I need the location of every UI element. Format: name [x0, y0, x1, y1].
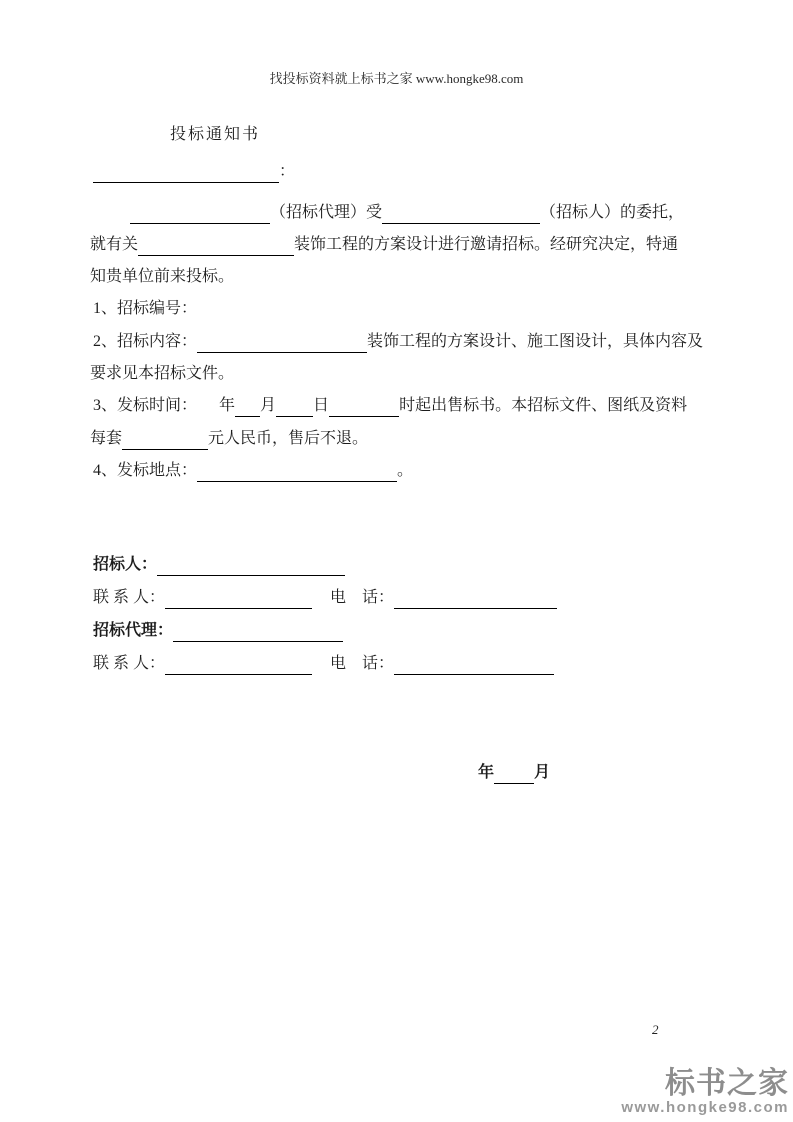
agency-line	[93, 620, 343, 644]
item4-period: 。	[397, 462, 414, 479]
item2-label: 2、招标内容：	[93, 333, 198, 350]
item-2	[93, 331, 703, 355]
phone1-label: 电 话：	[330, 589, 395, 606]
item3-day-text: 日	[313, 397, 330, 414]
indent-spacer	[92, 216, 130, 217]
watermark	[621, 1069, 789, 1116]
tenderer-label: 招标人：	[93, 556, 158, 573]
contact-line-2	[93, 653, 554, 677]
watermark-url: www.hongke98.com	[621, 1099, 789, 1116]
blank-month	[235, 398, 260, 417]
line2-prefix-text: 就有关	[90, 236, 139, 253]
paragraph-line-3: 知贵单位前来投标。	[90, 268, 235, 285]
contact2-spacer	[312, 667, 330, 668]
phone2-label: 电 话：	[330, 655, 395, 672]
contact1-label: 联 系 人：	[93, 589, 166, 606]
date-month-text: 月	[534, 764, 551, 781]
item3-cont-prefix-text: 每套	[90, 430, 123, 447]
blank-tender-content	[197, 334, 367, 353]
blank-agency	[173, 623, 343, 642]
contact-line-1	[93, 587, 557, 611]
blank-day	[276, 398, 313, 417]
blank-project-name	[138, 237, 294, 256]
item3-cont-suffix-text: 元人民币，售后不退。	[208, 430, 369, 447]
contact2-label: 联 系 人：	[93, 655, 166, 672]
item-1: 1、招标编号：	[93, 300, 198, 317]
owner-suffix-text: （招标人）的委托，	[540, 204, 685, 221]
item3-label: 3、发标时间：	[93, 397, 198, 414]
contact1-spacer	[312, 601, 330, 602]
header-slogan: 找投标资料就上标书之家 www.hongke98.com	[269, 71, 524, 86]
item-3-continued	[90, 428, 368, 452]
blank-agent-name	[130, 205, 270, 224]
blank-owner-name	[382, 205, 540, 224]
addressee-colon: ：	[279, 163, 296, 180]
blank-price	[122, 431, 208, 450]
item-3	[93, 395, 687, 419]
blank-location	[197, 463, 397, 482]
item-4	[93, 460, 413, 484]
line2-suffix-text: 装饰工程的方案设计进行邀请招标。经研究决定，特通	[294, 236, 679, 253]
blank-phone-1	[394, 590, 557, 609]
date-year-text: 年	[478, 764, 495, 781]
blank-contact-2	[165, 656, 312, 675]
watermark-brand: 标书之家	[665, 1067, 789, 1100]
blank-date	[494, 765, 534, 784]
page-number: 2	[652, 1022, 659, 1037]
item3-year-text: 年	[219, 397, 236, 414]
item3-suffix-text: 时起出售标书。本招标文件、图纸及资料	[399, 397, 688, 414]
blank-tenderer	[157, 557, 345, 576]
item-2-continued: 要求见本招标文件。	[90, 365, 235, 382]
tenderer-line	[93, 554, 345, 578]
date-line	[478, 762, 550, 786]
blank-phone-2	[394, 656, 554, 675]
agent-suffix-text: （招标代理）受	[270, 204, 383, 221]
agency-label: 招标代理：	[93, 622, 174, 639]
paragraph-line-2	[90, 234, 678, 258]
item2-suffix-text: 装饰工程的方案设计、施工图设计，具体内容及	[367, 333, 704, 350]
item4-label: 4、发标地点：	[93, 462, 198, 479]
page-title: 投标通知书	[170, 126, 261, 143]
paragraph-line-1	[92, 202, 684, 226]
blank-contact-1	[165, 590, 312, 609]
item3-spacer	[197, 409, 219, 410]
blank-addressee	[93, 164, 279, 183]
blank-time	[329, 398, 399, 417]
item3-month-text: 月	[260, 397, 277, 414]
addressee-line	[93, 161, 295, 185]
